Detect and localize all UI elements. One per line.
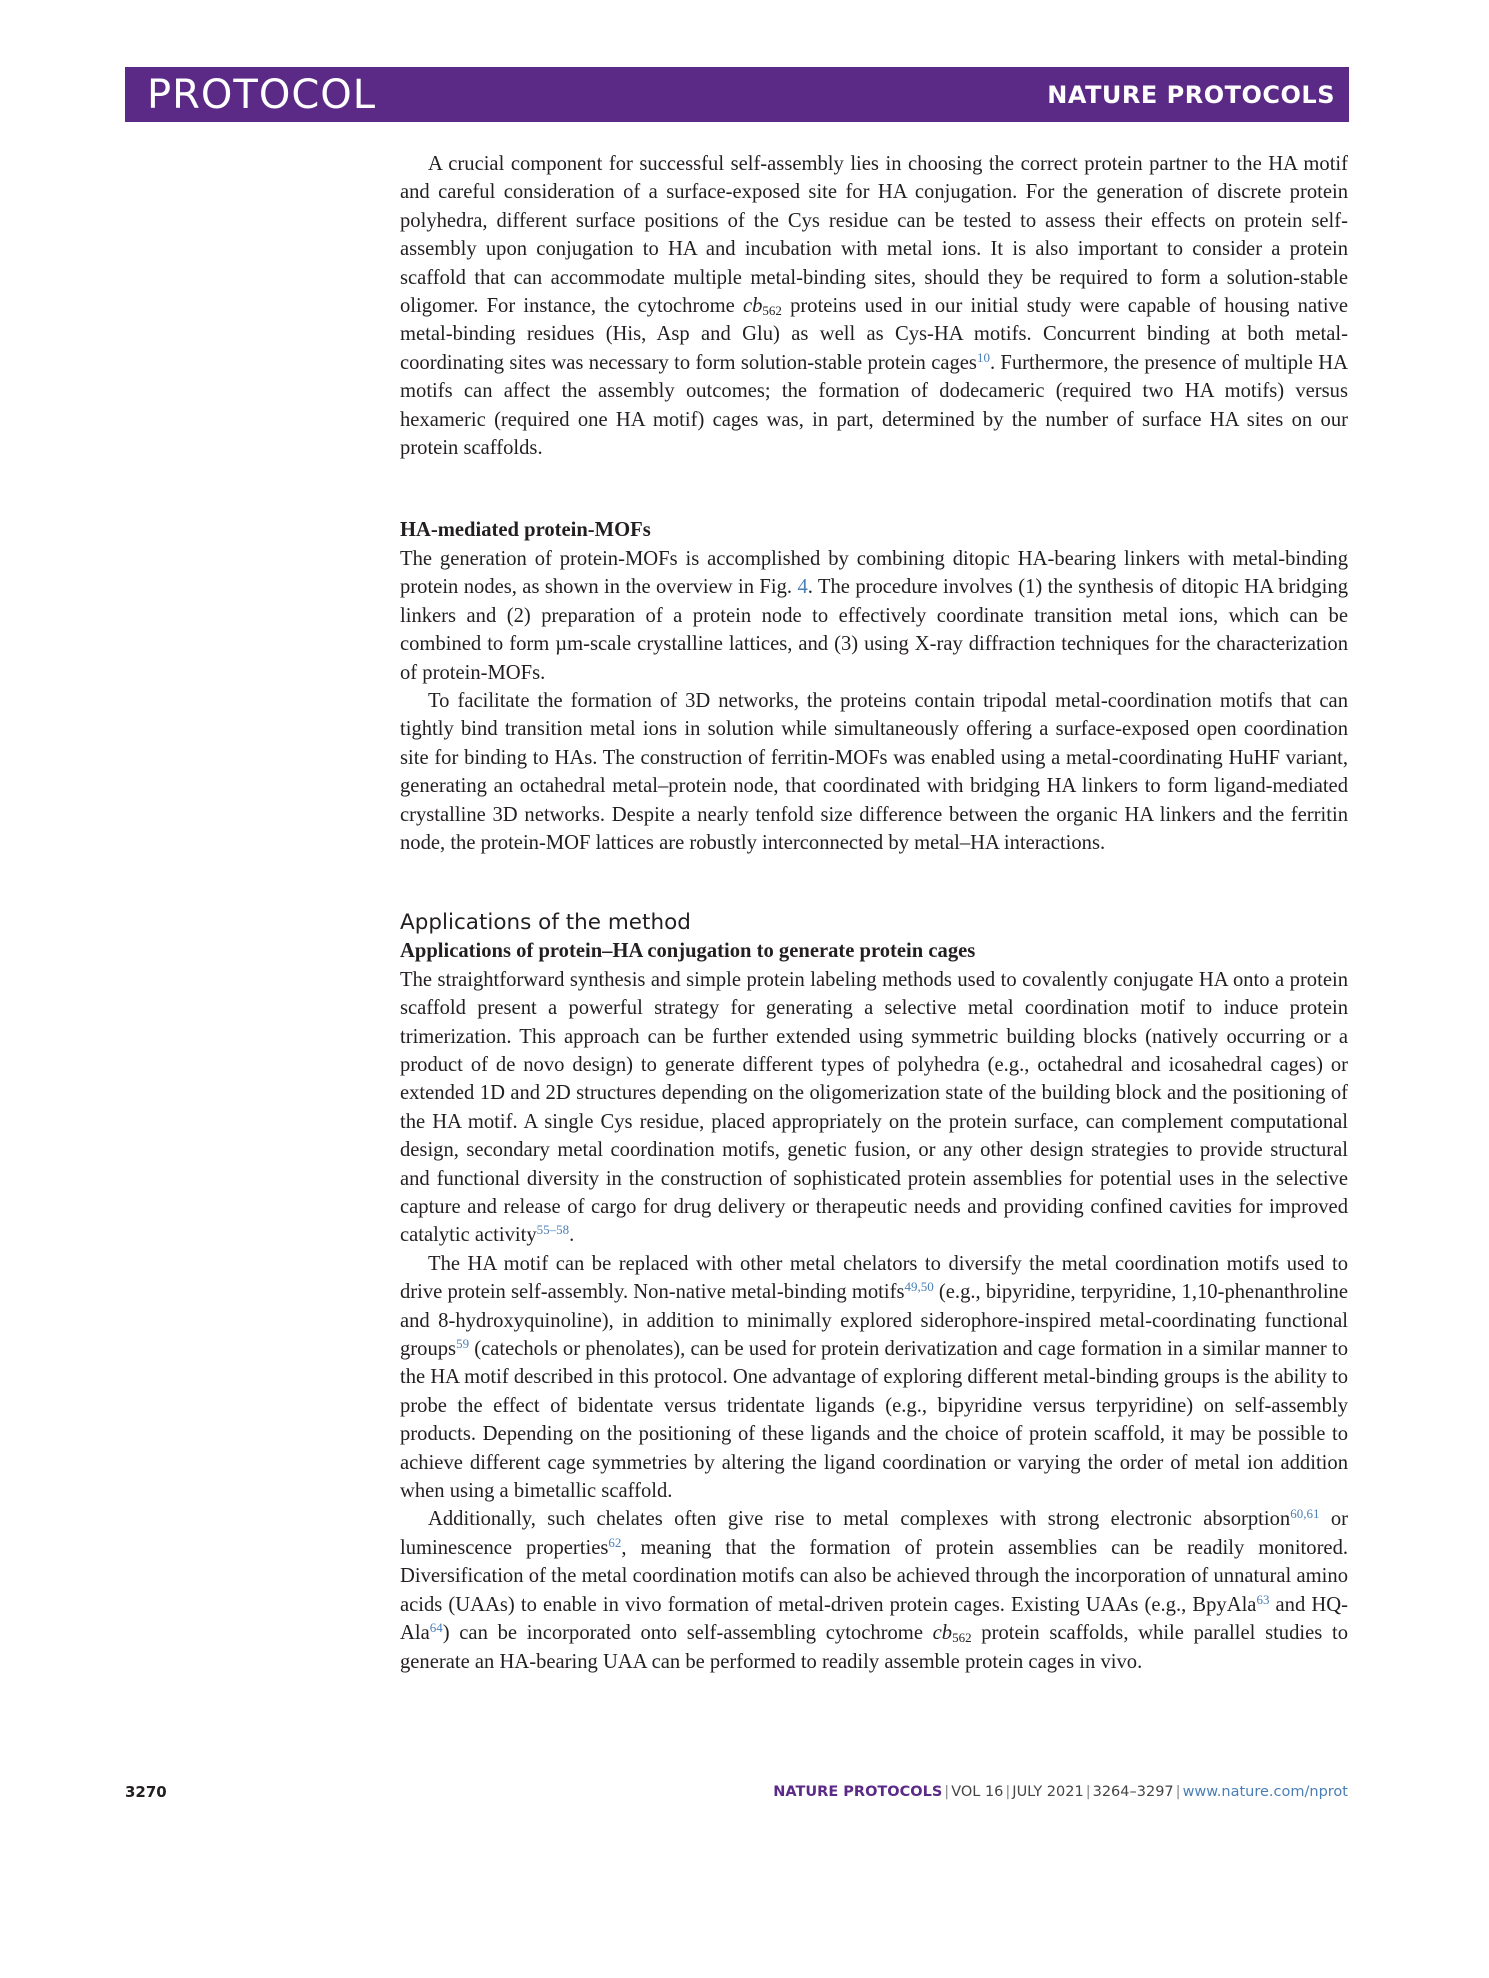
paragraph: The HA motif can be replaced with other metal chelators to diversify the metal coordination motifs used to drive protein self-assembly. Non-native metal-binding motifs$^{49,50}$ (e.g., bipyridine, terpyridine, 1,10-phenanthroline and 8-hydroxyquinoline), in addition to minimally explored siderophore-inspired metal-coordinating functional groups$^{59}$ (catechols or phenolates), can be used for protein derivatization and cage formation in a similar manner to the HA motif described in this protocol. One advantage of exploring different metal-binding groups is the ability to probe the effect of bidentate versus tridentate ligands (e.g., bipyridine versus terpyridine) on self-assembly products. Depending on the positioning of these ligands and the choice of protein scaffold, it may be possible to achieve different cage symmetries by altering the ligand coordination or varying the order of metal ion addition when using a bimetallic scaffold. bbox=[400, 1252, 1348, 1503]
subsection-heading: HA-mediated protein-MOFs bbox=[400, 519, 651, 542]
header-banner bbox=[125, 67, 1349, 122]
citation-link[interactable]: 64 bbox=[429, 1620, 443, 1636]
citation-link[interactable]: 10 bbox=[976, 349, 990, 365]
paragraph: To facilitate the formation of 3D networks, the proteins contain tripodal metal-coordination motifs that can tightly bind transition metal ions in solution while simultaneously offering a surface-exposed open coordination site for binding to HAs. The construction of ferritin-MOFs was enabled using a metal-coordinating HuHF variant, generating an octahedral metal–protein node, that coordinated with bridging HA linkers to form ligand-mediated crystalline 3D networks. Despite a nearly tenfold size difference between the organic HA linkers and the ferritin node, the protein-MOF lattices are robustly interconnected by metal–HA interactions. bbox=[400, 689, 1348, 854]
footer-journal: NATURE PROTOCOLS bbox=[773, 1784, 943, 1800]
citation-link[interactable]: 63 bbox=[1256, 1591, 1270, 1607]
section-heading: Applications of the method bbox=[400, 910, 691, 936]
paragraph: The straightforward synthesis and simple protein labeling methods used to covalently conjugate HA onto a protein scaffold present a powerful strategy for generating a selective metal coordination motif to induce protein trimerization. This approach can be further extended using symmetric building blocks (natively occurring or a product of de novo design) to generate different types of polyhedra (e.g., octahedral and icosahedral cages) or extended 1D and 2D structures depending on the oligomerization state of the building block and the positioning of the HA motif. A single Cys residue, placed appropriately on the protein surface, can complement computational design, secondary metal coordination motifs, genetic fusion, or any other design strategies to provide structural and functional diversity in the construction of sophisticated protein assemblies for potential uses in the selective capture and release of cargo for drug delivery or therapeutic needs and providing confined cavities for improved catalytic activity$^{55-58}$. bbox=[400, 968, 1348, 1247]
journal-name: NATURE PROTOCOLS bbox=[1047, 81, 1335, 109]
citation-link[interactable]: 60,61 bbox=[1290, 1506, 1320, 1522]
page-number: 3270 bbox=[125, 1783, 167, 1801]
footer-url[interactable]: www.nature.com/nprot bbox=[1182, 1784, 1348, 1800]
article-body bbox=[400, 150, 1348, 1676]
paragraph: A crucial component for successful self-assembly lies in choosing the correct protein partner to the HA motif and careful consideration of a surface-exposed site for HA conjugation. For the generation of discrete protein polyhedra, different surface positions of the Cys residue can be tested to assess their effects on protein self-assembly upon conjugation to HA and incubation with metal ions. It is also important to consider a protein scaffold that can accommodate multiple metal-binding sites, should they be required to form a solution-stable oligomer. For instance, the cytochrome $cb_{562}$ proteins used in our initial study were capable of housing native metal-binding residues (His, Asp and Glu) as well as Cys-HA motifs. Concurrent binding at both metal-coordinating sites was necessary to form solution-stable protein cages$^{10}$. Furthermore, the presence of multiple HA motifs can affect the assembly outcomes; the formation of dodecameric (required two HA motifs) versus hexameric (required one HA motif) cages was, in part, determined by the number of surface HA sites on our protein scaffolds. bbox=[400, 153, 1348, 460]
citation-link[interactable]: 62 bbox=[608, 1534, 622, 1550]
section-label: PROTOCOL bbox=[147, 72, 377, 118]
citation-link[interactable]: 59 bbox=[456, 1336, 470, 1352]
subsection-heading: Applications of protein–HA conjugation to generate protein cages bbox=[400, 940, 976, 963]
footer-pages: 3264–3297 bbox=[1092, 1784, 1174, 1800]
footer-citation: NATURE PROTOCOLS | VOL 16 | JULY 2021 | 3264–3297 | www.nature.com/nprot bbox=[773, 1784, 1348, 1800]
citation-link[interactable]: 49,50 bbox=[904, 1279, 934, 1295]
paragraph: The generation of protein-MOFs is accomplished by combining ditopic HA-bearing linkers with metal-binding protein nodes, as shown in the overview in Fig. 4. The procedure involves (1) the synthesis of ditopic HA bridging linkers and (2) preparation of a protein node to effectively coordinate transition metal ions, which can be combined to form µm-scale crystalline lattices, and (3) using X-ray diffraction techniques for the characterization of protein-MOFs. bbox=[400, 547, 1348, 684]
paragraph: Additionally, such chelates often give rise to metal complexes with strong electronic absorption$^{60,61}$ or luminescence properties$^{62}$, meaning that the formation of protein assemblies can be readily monitored. Diversification of the metal coordination motifs can also be achieved through the incorporation of unnatural amino acids (UAAs) to enable in vivo formation of metal-driven protein cages. Existing UAAs (e.g., BpyAla$^{63}$ and HQ-Ala$^{64}$) can be incorporated onto self-assembling cytochrome $cb_{562}$ protein scaffolds, while parallel studies to generate an HA-bearing UAA can be performed to readily assemble protein cages in vivo. bbox=[400, 1506, 1349, 1673]
footer-volume: VOL 16 bbox=[951, 1784, 1004, 1800]
figure-link[interactable]: 4 bbox=[797, 576, 808, 599]
footer-date: JULY 2021 bbox=[1012, 1784, 1084, 1800]
citation-link[interactable]: 55–58 bbox=[536, 1222, 570, 1238]
